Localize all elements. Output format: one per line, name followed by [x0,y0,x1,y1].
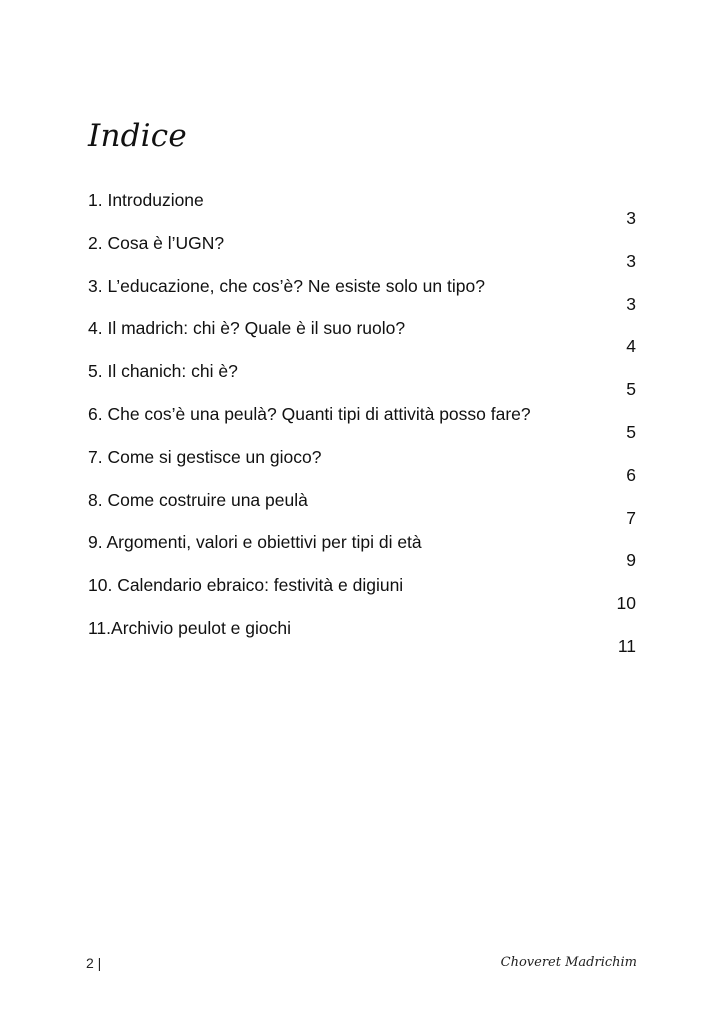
toc-entry-page: 6 [626,464,636,485]
toc-entry-page: 7 [626,507,636,528]
toc-entry[interactable] [88,483,648,526]
table-of-contents [88,183,648,654]
toc-entry[interactable] [88,226,648,269]
toc-entry-page: 11 [617,635,636,656]
toc-entry-title[interactable]: 11.Archivio peulot e giochi [88,617,291,638]
toc-entry-title[interactable]: 7. Come si gestisce un gioco? [88,446,322,467]
toc-entry[interactable] [88,183,648,226]
toc-entry-title[interactable]: 5. Il chanich: chi è? [88,361,238,382]
toc-entry-title[interactable]: 9. Argomenti, valori e obiettivi per tipi di età [88,532,422,553]
toc-entry[interactable] [88,397,648,440]
toc-entry-page: 5 [626,379,636,400]
toc-entry-title[interactable]: 1. Introduzione [88,190,204,210]
toc-entry-title[interactable]: 3. L’educazione, che cos’è? Ne esiste solo un tipo? [88,275,485,296]
page-title: Indice [88,118,187,154]
toc-entry-title[interactable]: 10. Calendario ebraico: festività e digiuni [88,575,404,596]
toc-entry[interactable] [88,525,648,571]
toc-entry[interactable] [88,269,648,312]
toc-entry-title[interactable]: 4. Il madrich: chi è? Quale è il suo ruolo? [88,318,406,339]
toc-entry-page: 3 [626,208,636,228]
toc-entry[interactable] [88,311,648,357]
toc-entry[interactable] [88,440,648,483]
toc-entry[interactable] [88,611,648,654]
toc-entry-page: 3 [626,250,636,271]
toc-entry-page: 5 [626,421,636,442]
toc-entry[interactable] [88,354,648,400]
toc-entry-page: 4 [626,336,636,357]
running-title: Choveret Madrichim [500,955,637,970]
toc-entry-page: 9 [626,550,636,571]
toc-entry-title[interactable]: 8. Come costruire una peulà [88,489,308,510]
toc-entry-title[interactable]: 2. Cosa è l’UGN? [88,232,225,253]
page-number: 2 | [86,955,102,971]
toc-entry-page: 10 [616,593,636,614]
toc-entry[interactable] [88,568,648,614]
toc-entry-title[interactable]: 6. Che cos’è una peulà? Quanti tipi di attività posso fare? [88,403,531,424]
toc-entry-page: 3 [626,293,636,314]
